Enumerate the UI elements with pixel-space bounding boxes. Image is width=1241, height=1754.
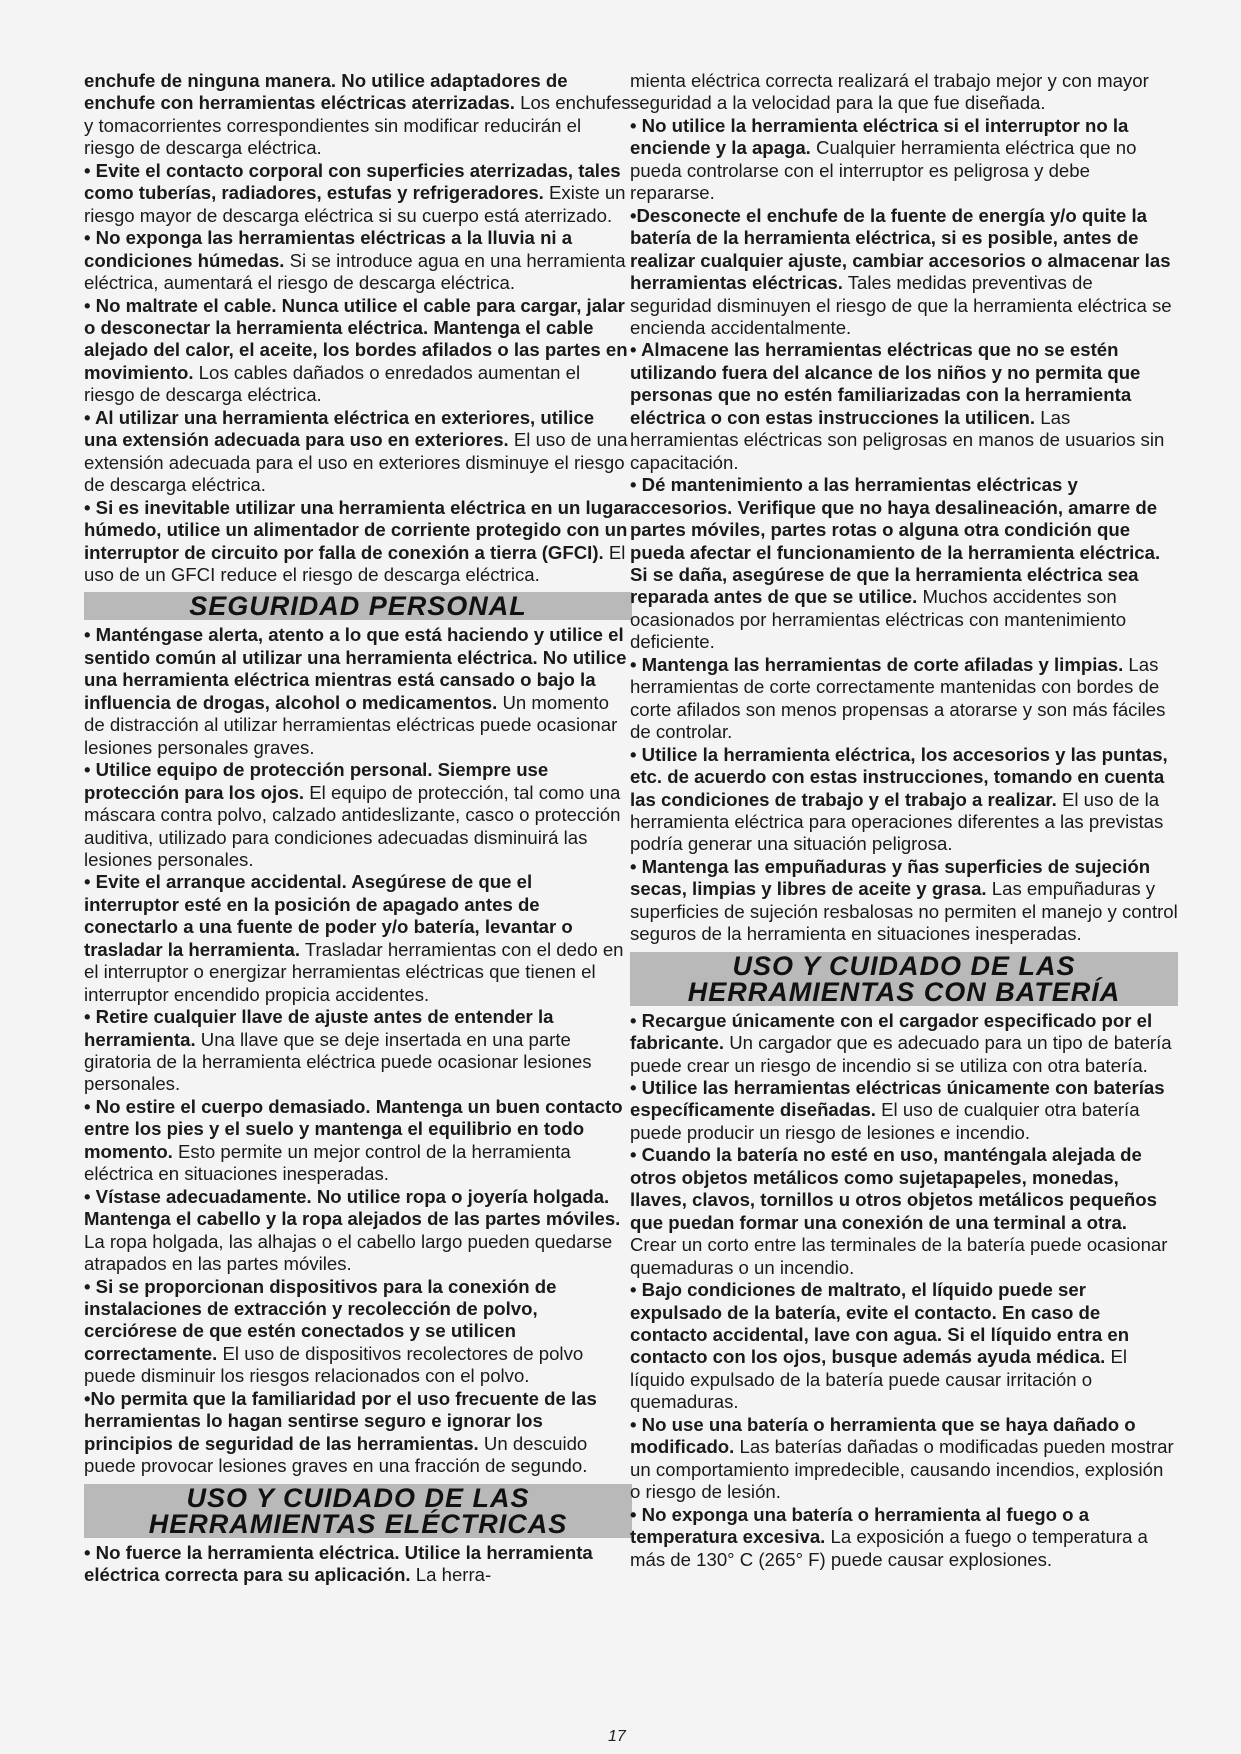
safety-paragraph bbox=[630, 1414, 1178, 1504]
safety-rule-text: Los cables dañados o enredados aumentan el riesgo de descarga eléctrica. bbox=[84, 361, 581, 406]
safety-paragraph bbox=[630, 744, 1178, 856]
safety-paragraph bbox=[630, 115, 1178, 205]
safety-rule-bold: • Utilice la herramienta eléctrica, los accesorios y las puntas, etc. de acuerdo con estas instrucciones, tomando en cuenta las condiciones de trabajo y el trabajo a realizar. bbox=[630, 743, 1168, 810]
section-heading bbox=[630, 952, 1178, 1006]
safety-paragraph bbox=[84, 1096, 632, 1186]
safety-rule-text: Las herramientas de corte correctamente mantenidas con bordes de corte afilados son menos propensas a atorarse y son más fáciles de controlar. bbox=[630, 653, 1166, 743]
safety-rule-text: Los enchufes y tomacorrientes correspondientes sin modificar reducirán el riesgo de descarga eléctrica. bbox=[84, 92, 631, 159]
safety-paragraph bbox=[84, 160, 632, 227]
safety-rule-bold: • Dé mantenimiento a las herramientas eléctricas y accesorios. Verifique que no haya desalineación, amarre de partes móviles, partes rotas o alguna otra condición que pueda afectar el funcionamiento de la herramienta eléctrica. Si se daña, asegúrese de que la herramienta eléctrica sea reparada antes de que se utilice. bbox=[630, 474, 1161, 608]
safety-paragraph bbox=[84, 407, 632, 497]
safety-paragraph bbox=[84, 1186, 632, 1276]
safety-rule-text: El uso de la herramienta eléctrica para operaciones diferentes a las previstas podría generar una situación peligrosa. bbox=[630, 788, 1164, 855]
safety-rule-text: Esto permite un mejor control de la herramienta eléctrica en situaciones inesperadas. bbox=[84, 1140, 571, 1185]
safety-rule-text: Un cargador que es adecuado para un tipo de batería puede crear un riesgo de incendio si se utiliza con otra batería. bbox=[630, 1032, 1172, 1076]
safety-paragraph bbox=[630, 856, 1178, 946]
safety-paragraph bbox=[84, 1388, 632, 1478]
left-column bbox=[84, 70, 632, 1587]
safety-paragraph bbox=[84, 70, 632, 160]
safety-rule-bold: • No maltrate el cable. Nunca utilice el cable para cargar, jalar o desconectar la herramienta eléctrica. Mantenga el cable alejado del calor, el aceite, los bordes afilados o las partes en movimiento. bbox=[84, 294, 628, 383]
safety-paragraph bbox=[630, 1010, 1178, 1077]
safety-paragraph bbox=[630, 339, 1178, 474]
safety-paragraph bbox=[84, 1276, 632, 1388]
safety-rule-text: Cualquier herramienta eléctrica que no pueda controlarse con el interruptor es peligrosa y debe repararse. bbox=[630, 137, 1137, 204]
safety-paragraph bbox=[630, 1144, 1178, 1279]
safety-rule-bold: • No fuerce la herramienta eléctrica. Utilice la herramienta eléctrica correcta para su aplicación. bbox=[84, 1541, 593, 1586]
safety-rule-text: El uso de una extensión adecuada para el uso en exteriores disminuye el riesgo de descarga eléctrica. bbox=[84, 429, 628, 496]
safety-rule-text: Crear un corto entre las terminales de la batería puede ocasionar quemaduras o un incendio. bbox=[630, 1234, 1168, 1278]
safety-paragraph bbox=[84, 1006, 632, 1096]
section-heading-line: HERRAMIENTAS CON BATERÍA bbox=[687, 976, 1121, 1007]
safety-rule-bold: • Manténgase alerta, atento a lo que está haciendo y utilice el sentido común al utilizar una herramienta eléctrica. No utilice una herramienta eléctrica mientras está cansado o bajo la influencia de drogas, alcohol o medicamentos. bbox=[84, 624, 627, 713]
safety-rule-text: Un descuido puede provocar lesiones graves en una fracción de segundo. bbox=[84, 1432, 588, 1477]
section-heading-line: HERRAMIENTAS ELÉCTRICAS bbox=[148, 1508, 568, 1539]
safety-rule-text: La herra- bbox=[410, 1564, 492, 1586]
safety-rule-text: La exposición a fuego o temperatura a más de 130° C (265° F) puede causar explosiones. bbox=[630, 1526, 1148, 1570]
safety-rule-text: Trasladar herramientas con el dedo en el interruptor o energizar herramientas eléctricas que tienen el interruptor encendido propicia accidentes. bbox=[84, 938, 624, 1005]
safety-rule-bold: • Mantenga las empuñaduras y ñas superficies de sujeción secas, limpias y libres de aceite y grasa. bbox=[630, 855, 1151, 900]
safety-rule-text: Una llave que se deje insertada en una parte giratoria de la herramienta eléctrica puede ocasionar lesiones personales. bbox=[84, 1028, 592, 1095]
safety-rule-bold: •Desconecte el enchufe de la fuente de energía y/o quite la batería de la herramienta eléctrica, si es posible, antes de realizar cualquier ajuste, cambiar accesorios o almacenar las herramientas eléctricas. bbox=[630, 204, 1171, 294]
safety-rule-bold: • No use una batería o herramienta que se haya dañado o modificado. bbox=[630, 1413, 1136, 1458]
safety-paragraph bbox=[630, 1504, 1178, 1571]
safety-rule-bold: • No utilice la herramienta eléctrica si el interruptor no la enciende y la apaga. bbox=[630, 114, 1129, 159]
right-column bbox=[630, 70, 1178, 1571]
safety-rule-text: Tales medidas preventivas de seguridad disminuyen el riesgo de que la herramienta eléctrica se encienda accidentalmente. bbox=[630, 272, 1172, 338]
safety-rule-bold: • Evite el contacto corporal con superficies aterrizadas, tales como tuberías, radiadores, estufas y refrigeradores. bbox=[84, 159, 621, 204]
safety-rule-bold: enchufe de ninguna manera. No utilice adaptadores de enchufe con herramientas eléctricas aterrizadas. bbox=[84, 70, 568, 114]
safety-rule-text: Si se introduce agua en una herramienta eléctrica, aumentará el riesgo de descarga eléctrica. bbox=[84, 249, 626, 294]
safety-rule-bold: • Bajo condiciones de maltrato, el líquido puede ser expulsado de la batería, evite el contacto. En caso de contacto accidental, lave con agua. Si el líquido entra en contacto con los ojos, busque además ayuda médica. bbox=[630, 1279, 1130, 1368]
safety-rule-bold: • Almacene las herramientas eléctricas que no se estén utilizando fuera del alcance de los niños y no permita que personas que no estén familiarizadas con la herramienta eléctrica o con estas instrucciones la utilicen. bbox=[630, 339, 1141, 428]
section-heading bbox=[84, 592, 632, 620]
safety-rule-text: Las herramientas eléctricas son peligrosas en manos de usuarios sin capacitación. bbox=[630, 406, 1165, 473]
safety-paragraph bbox=[84, 871, 632, 1006]
safety-rule-bold: • Cuando la batería no esté en uso, manténgala alejada de otros objetos metálicos como sujetapapeles, monedas, llaves, clavos, tornillos u otros objetos metálicos pequeños que puedan formar una conexión de una terminal a otra. bbox=[630, 1144, 1157, 1233]
safety-rule-bold: • Evite el arranque accidental. Asegúrese de que el interruptor esté en la posición de apagado antes de conectarlo a una fuente de poder y/o batería, levantar o trasladar la herramienta. bbox=[84, 871, 573, 960]
safety-rule-text: El uso de un GFCI reduce el riesgo de descarga eléctrica. bbox=[84, 541, 626, 585]
safety-paragraph bbox=[630, 474, 1178, 654]
safety-rule-text: El líquido expulsado de la batería puede causar irritación o quemaduras. bbox=[630, 1346, 1128, 1413]
page-number: 17 bbox=[608, 1728, 626, 1745]
safety-rule-bold: •No permita que la familiaridad por el uso frecuente de las herramientas lo hagan sentirse seguro e ignorar los principios de seguridad de las herramientas. bbox=[84, 1387, 597, 1454]
safety-rule-bold: • No exponga las herramientas eléctricas a la lluvia ni a condiciones húmedas. bbox=[84, 227, 573, 271]
safety-rule-bold: • Retire cualquier llave de ajuste antes de entender la herramienta. bbox=[84, 1006, 554, 1050]
safety-rule-bold: • Si es inevitable utilizar una herramienta eléctrica en un lugar húmedo, utilice un alimentador de corriente protegido con un interruptor de circuito por falla de conexión a tierra (GFCI). bbox=[84, 496, 631, 563]
safety-rule-bold: • Recargue únicamente con el cargador especificado por el fabricante. bbox=[630, 1009, 1153, 1054]
safety-paragraph bbox=[84, 759, 632, 871]
safety-rule-text: Muchos accidentes son ocasionados por herramientas eléctricas con mantenimiento deficiente. bbox=[630, 586, 1127, 653]
safety-paragraph bbox=[630, 1279, 1178, 1414]
safety-paragraph bbox=[630, 1077, 1178, 1144]
safety-rule-text: El uso de dispositivos recolectores de polvo puede disminuir los riesgos relacionados con el polvo. bbox=[84, 1342, 584, 1387]
safety-rule-bold: • Utilice las herramientas eléctricas únicamente con baterías específicamente diseñadas. bbox=[630, 1077, 1165, 1121]
section-heading-line: SEGURIDAD PERSONAL bbox=[189, 591, 527, 622]
safety-rule-text: Las empuñaduras y superficies de sujeción resbalosas no permiten el manejo y control seguros de la herramienta en situaciones inesperadas. bbox=[630, 878, 1178, 945]
safety-paragraph bbox=[630, 654, 1178, 744]
safety-rule-text: El uso de cualquier otra batería puede producir un riesgo de lesiones e incendio. bbox=[630, 1099, 1140, 1143]
safety-rule-bold: • Mantenga las herramientas de corte afiladas y limpias. bbox=[630, 653, 1124, 675]
safety-paragraph bbox=[84, 497, 632, 587]
safety-rule-bold: • No estire el cuerpo demasiado. Mantenga un buen contacto entre los pies y el suelo y mantenga el equilibrio en todo momento. bbox=[84, 1095, 623, 1162]
safety-rule-bold: • No exponga una batería o herramienta al fuego o a temperatura excesiva. bbox=[630, 1503, 1090, 1548]
safety-rule-text: El equipo de protección, tal como una máscara contra polvo, calzado antideslizante, casco o protección auditiva, utilizado para condiciones adecuadas disminuirá las lesiones personales. bbox=[84, 781, 621, 870]
safety-rule-bold: • Si se proporcionan dispositivos para la conexión de instalaciones de extracción y recolección de polvo, cerciórese de que estén conectados y se utilicen correctamente. bbox=[84, 1275, 557, 1364]
section-heading bbox=[84, 1484, 632, 1538]
safety-rule-bold: • Utilice equipo de protección personal. Siempre use protección para los ojos. bbox=[84, 759, 549, 803]
safety-rule-text: Las baterías dañadas o modificadas pueden mostrar un comportamiento impredecible, causando incendios, explosión o riesgo de lesión. bbox=[630, 1436, 1174, 1503]
safety-rule-bold: • Vístase adecuadamente. No utilice ropa o joyería holgada. Mantenga el cabello y la ropa alejados de las partes móviles. bbox=[84, 1185, 621, 1230]
safety-rule-text: Existe un riesgo mayor de descarga eléctrica si su cuerpo está aterrizado. bbox=[84, 182, 626, 226]
safety-paragraph bbox=[84, 227, 632, 294]
safety-paragraph bbox=[84, 295, 632, 407]
safety-rule-bold: • Al utilizar una herramienta eléctrica en exteriores, utilice una extensión adecuada para uso en exteriores. bbox=[84, 406, 595, 451]
safety-paragraph bbox=[84, 624, 632, 759]
safety-rule-text: La ropa holgada, las alhajas o el cabello largo pueden quedarse atrapados en las partes móviles. bbox=[84, 1230, 613, 1275]
safety-paragraph bbox=[84, 1542, 632, 1587]
safety-rule-text: mienta eléctrica correcta realizará el trabajo mejor y con mayor seguridad a la velocidad para la que fue diseñada. bbox=[630, 70, 1149, 114]
safety-paragraph bbox=[630, 205, 1178, 340]
section-heading-line: USO Y CUIDADO DE LAS bbox=[186, 1482, 530, 1513]
safety-rule-text: Un momento de distracción al utilizar herramientas eléctricas puede ocasionar lesiones personales graves. bbox=[84, 691, 618, 758]
safety-paragraph bbox=[630, 70, 1178, 115]
section-heading-line: USO Y CUIDADO DE LAS bbox=[732, 950, 1076, 981]
